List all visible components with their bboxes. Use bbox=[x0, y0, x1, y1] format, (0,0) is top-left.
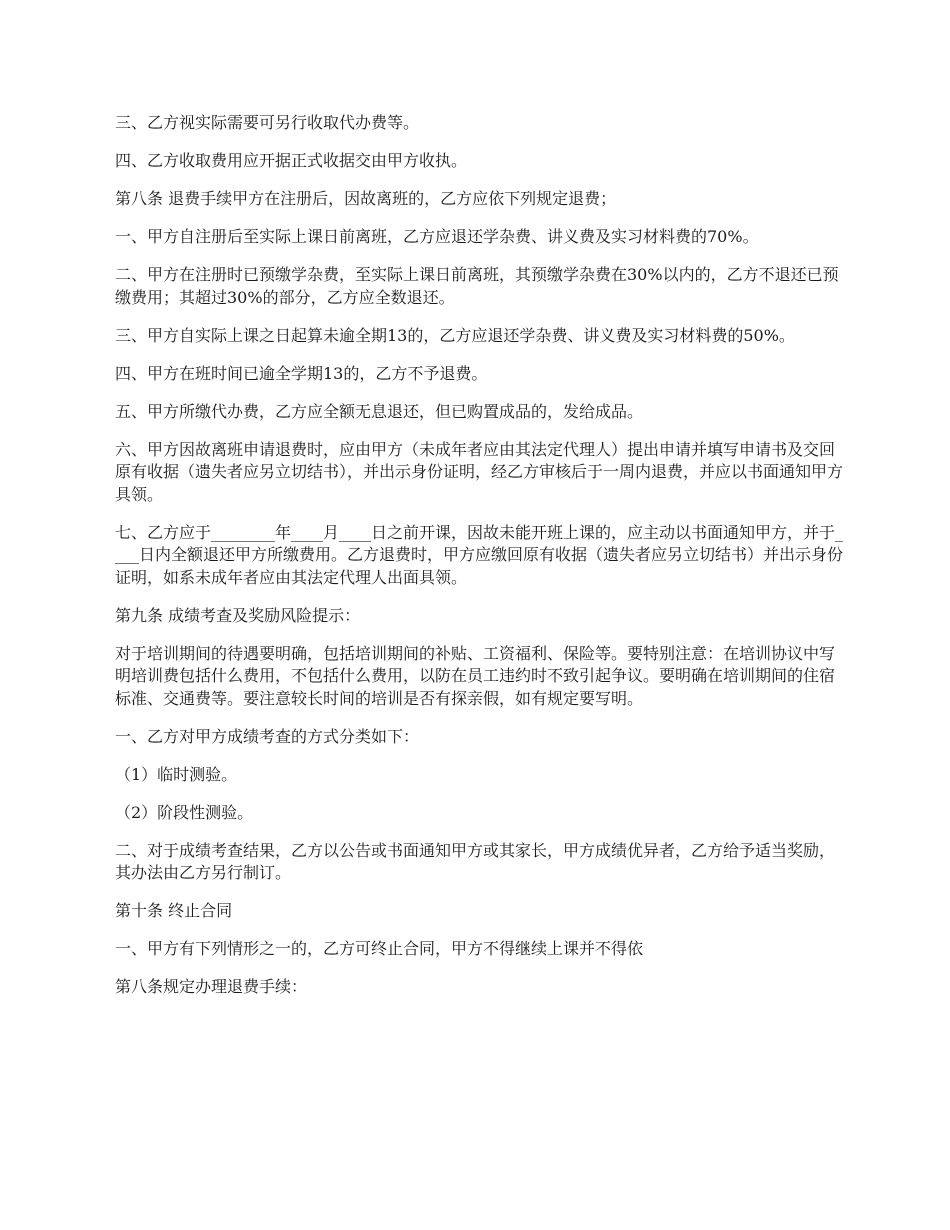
paragraph-risk-note: 对于培训期间的待遇要明确，包括培训期间的补贴、工资福利、保险等。要特别注意：在培训协议中写明培训费包括什么费用，不包括什么费用，以防在员工违约时不致引起争议。要明确在培训期间的住宿标准、交通费等。要注意较长时间的培训是否有探亲假，如有规定要写明。 bbox=[115, 643, 836, 708]
paragraph-refund-4: 四、甲方在班时间已逾全学期13的，乙方不予退费。 bbox=[115, 363, 488, 383]
paragraph-assessment-item-1: （1）临时测验。 bbox=[115, 764, 238, 784]
article-8-heading: 第八条 退费手续甲方在注册后，因故离班的，乙方应依下列规定退费； bbox=[115, 189, 617, 208]
paragraph-refund-7: 七、乙方应于________年____月____日之前开课，因故未能开班上课的，应主动以书面通知甲方，并于____日内全额退还甲方所缴费用。乙方退费时，甲方应缴回原有收据（遗失者应另立切结书）并出示身份证明，如系未成年者应由其法定代理人出面具领。 bbox=[115, 522, 844, 587]
paragraph-receipt: 四、乙方收取费用应开据正式收据交由甲方收执。 bbox=[115, 151, 468, 170]
paragraph-refund-6: 六、甲方因故离班申请退费时，应由甲方（未成年者应由其法定代理人）提出申请并填写申请书及交回原有收据（遗失者应另立切结书），并出示身份证明，经乙方审核后于一周内退费，并应以书面通知甲方具领。 bbox=[115, 439, 844, 504]
article-10-heading: 第十条 终止合同 bbox=[115, 901, 233, 920]
paragraph-assessment-1: 一、乙方对甲方成绩考查的方式分类如下： bbox=[115, 726, 420, 746]
paragraph-refund-2: 二、甲方在注册时已预缴学杂费，至实际上课日前离班，其预缴学杂费在30%以内的，乙方不退还已预缴费用；其超过30%的部分，乙方应全数退还。 bbox=[115, 265, 839, 307]
paragraph-refund-5: 五、甲方所缴代办费，乙方应全额无息退还，但已购置成品的，发给成品。 bbox=[115, 401, 644, 421]
paragraph-refund-3: 三、甲方自实际上课之日起算未逾全期13的，乙方应退还学杂费、讲义费及实习材料费的50%。 bbox=[115, 325, 795, 345]
paragraph-assessment-2: 二、对于成绩考查结果，乙方以公告或书面通知甲方或其家长，甲方成绩优异者，乙方给予适当奖励，其办法由乙方另行制订。 bbox=[115, 840, 836, 882]
paragraph-termination-1: 一、甲方有下列情形之一的，乙方可终止合同，甲方不得继续上课并不得依 bbox=[115, 939, 644, 958]
paragraph-assessment-item-2: （2）阶段性测验。 bbox=[115, 802, 254, 822]
article-9-heading: 第九条 成绩考查及奖励风险提示： bbox=[115, 605, 361, 625]
paragraph-termination-2: 第八条规定办理退费手续： bbox=[115, 977, 308, 996]
paragraph-refund-1: 一、甲方自注册后至实际上课日前离班，乙方应退还学杂费、讲义费及实习材料费的70%。 bbox=[115, 227, 759, 246]
document-body bbox=[115, 112, 845, 1014]
paragraph-fee-agency: 三、乙方视实际需要可另行收取代办费等。 bbox=[115, 113, 420, 132]
